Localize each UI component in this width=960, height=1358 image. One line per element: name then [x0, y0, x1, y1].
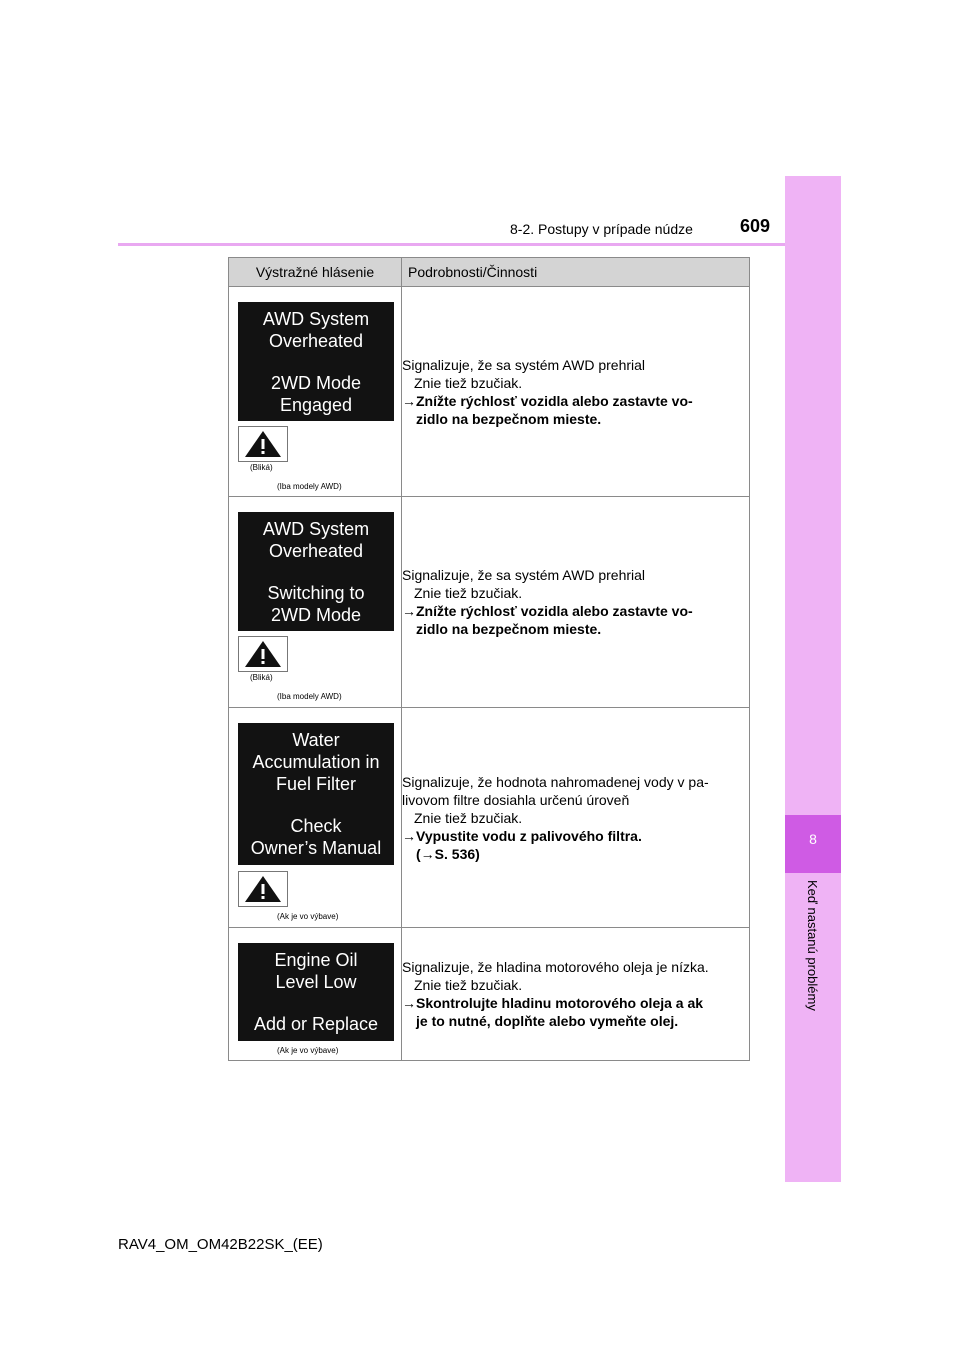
action-text: zidlo na bezpečnom mieste.	[416, 410, 602, 427]
message-cell	[229, 497, 402, 708]
blink-note: (Bliká)	[250, 463, 273, 472]
display-line: Water	[292, 730, 340, 750]
display-line: Switching to	[267, 582, 365, 603]
details-text: Signalizuje, že hodnota nahromadenej vody v pa-	[402, 773, 709, 790]
message-cell	[229, 928, 402, 1061]
action-text: (→S. 536)	[416, 845, 480, 862]
display-line: Owner’s Manual	[250, 838, 382, 858]
display-line: Overheated	[268, 540, 364, 561]
table-row	[229, 708, 750, 928]
display-message	[238, 723, 394, 865]
display-line: Engine Oil	[274, 950, 358, 970]
warning-triangle-icon	[238, 426, 288, 462]
table-row	[229, 287, 750, 497]
warning-table	[228, 257, 750, 1061]
display-line: AWD System	[262, 518, 370, 539]
display-line: Check	[290, 816, 342, 836]
details-text: Signalizuje, že sa systém AWD prehrial	[402, 356, 646, 373]
header-rule	[118, 243, 841, 246]
display-line: Fuel Filter	[275, 774, 356, 794]
details-text: Signalizuje, že sa systém AWD prehrial	[402, 567, 646, 583]
arrow-icon: →	[402, 827, 416, 844]
table-row	[229, 497, 750, 708]
display-line: Engaged	[279, 394, 353, 415]
model-note: (Iba modely AWD)	[277, 482, 342, 491]
action-text: je to nutné, doplňte alebo vymeňte olej.	[416, 1013, 679, 1029]
details-text: livovom filtre dosiahla určenú úroveň	[402, 791, 630, 808]
action-text: zidlo na bezpečnom mieste.	[416, 621, 602, 637]
display-message	[238, 302, 394, 421]
action-text: → Vypustite vodu z palivového filtra.	[402, 827, 642, 844]
chapter-label: Keď nastanú problémy	[805, 880, 820, 1011]
action-text: → Znížte rýchlosť vozidla alebo zastavte vo-	[402, 603, 693, 619]
model-note: (Ak je vo výbave)	[277, 912, 339, 921]
section-title: 8-2. Postupy v prípade núdze	[510, 221, 693, 237]
details-text: Znie tiež bzučiak.	[414, 977, 523, 993]
footer-code: RAV4_OM_OM42B22SK_(EE)	[118, 1236, 323, 1253]
details-text: Signalizuje, že hladina motorového oleja je nízka.	[402, 959, 709, 975]
display-line: Level Low	[275, 972, 357, 992]
arrow-icon: →	[402, 603, 416, 619]
model-note: (Ak je vo výbave)	[277, 1046, 339, 1055]
display-line: Accumulation in	[252, 752, 380, 772]
chapter-tab	[785, 176, 841, 1182]
model-note: (Iba modely AWD)	[277, 692, 342, 701]
blink-note: (Bliká)	[250, 673, 273, 682]
message-cell	[229, 287, 402, 497]
column-header-message: Výstražné hlásenie	[229, 258, 402, 287]
display-line: 2WD Mode	[270, 372, 362, 393]
details-cell	[402, 708, 750, 928]
details-cell	[402, 287, 750, 497]
warning-triangle-icon	[238, 871, 288, 907]
page-number: 609	[740, 216, 771, 236]
details-text: Znie tiež bzučiak.	[414, 374, 523, 391]
column-header-details: Podrobnosti/Činnosti	[402, 258, 750, 287]
details-text: Znie tiež bzučiak.	[414, 585, 523, 601]
action-text: → Skontrolujte hladinu motorového oleja a ak	[402, 995, 704, 1011]
arrow-icon: →	[402, 392, 416, 409]
display-line: AWD System	[262, 308, 370, 329]
display-line: Add or Replace	[253, 1014, 379, 1034]
details-cell	[402, 928, 750, 1061]
table-row	[229, 928, 750, 1061]
display-line: Overheated	[268, 330, 364, 351]
chapter-number: 8	[809, 831, 817, 847]
message-cell	[229, 708, 402, 928]
details-cell	[402, 497, 750, 708]
arrow-icon: →	[402, 995, 416, 1011]
display-line: 2WD Mode	[270, 604, 362, 625]
display-message	[238, 943, 394, 1041]
chapter-number-box	[785, 815, 841, 873]
display-message	[238, 512, 394, 631]
action-text: → Znížte rýchlosť vozidla alebo zastavte vo-	[402, 392, 693, 409]
warning-triangle-icon	[238, 636, 288, 672]
table-header-row	[229, 258, 750, 287]
details-text: Znie tiež bzučiak.	[414, 809, 523, 826]
